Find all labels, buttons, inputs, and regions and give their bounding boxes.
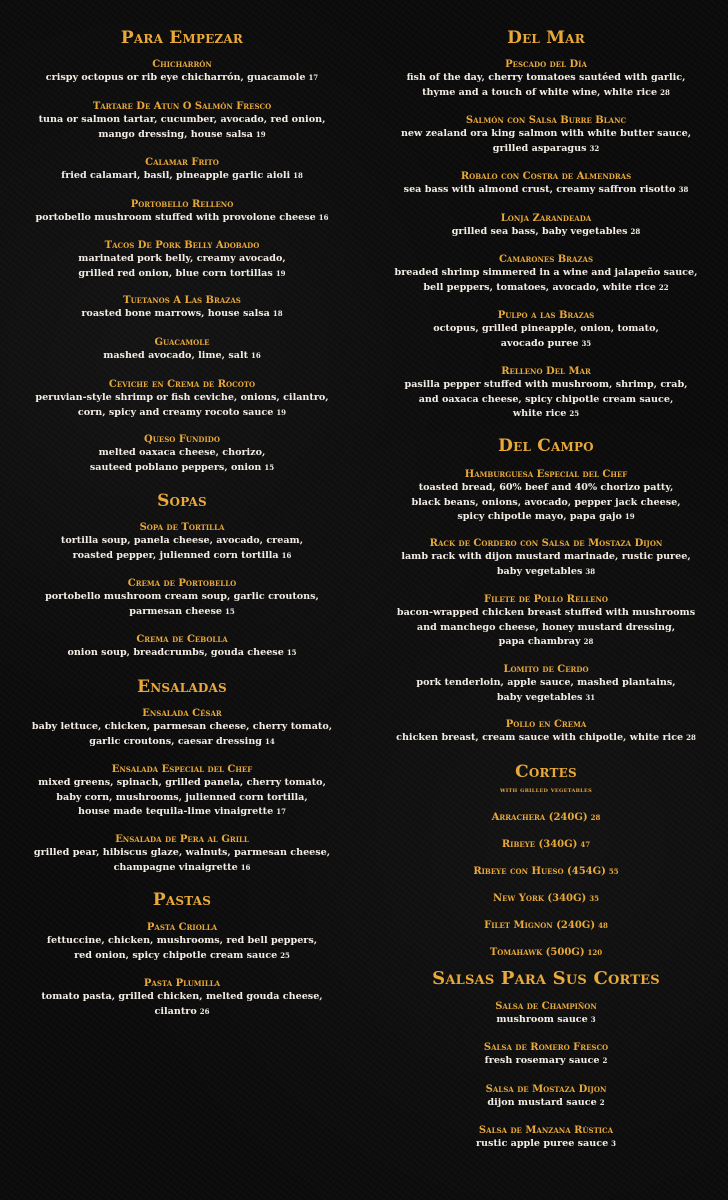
item-name: Queso Fundido — [144, 434, 220, 445]
item-description: portobello mushroom cream soup, garlic croutons, parmesan cheese 15 — [45, 591, 319, 617]
item-name: Salmón con Salsa Burre Blanc — [465, 115, 627, 126]
item-description: lamb rack with dijon mustard marinade, rustic puree, baby vegetables 38 — [401, 551, 691, 577]
item-description: breaded shrimp simmered in a wine and jalapeño sauce, bell peppers, tomatoes, avocado, white rice 22 — [394, 267, 698, 293]
item-name: Tartare De Atun O Salmón Fresco — [92, 101, 272, 112]
item-name: Filete de Pollo Relleno — [484, 594, 608, 605]
item-price: 17 — [276, 807, 286, 817]
item-price: 28 — [660, 87, 670, 97]
menu-item-lonja-zarandeada — [364, 212, 728, 240]
item-price: 16 — [318, 213, 329, 222]
item-price: 28 — [590, 813, 601, 822]
menu-item-salsa-manzana — [364, 1124, 728, 1152]
section-title-sopas: Sopas — [157, 491, 207, 511]
item-name: Tacos De Pork Belly Adobado — [104, 240, 260, 251]
item-description: fish of the day, cherry tomatoes sautéed with garlic, thyme and a touch of white wine, white rice 28 — [406, 72, 686, 98]
item-name: Camarones Brazas — [498, 254, 594, 265]
cut-item-tomahawk — [364, 940, 728, 959]
menu-item-pulpo — [364, 309, 728, 351]
item-name: Sopa de Tortilla — [139, 522, 225, 533]
item-description: chicken breast, cream sauce with chipotle, white rice 28 — [396, 732, 696, 743]
item-price: 16 — [251, 351, 261, 360]
item-price: 19 — [276, 407, 287, 417]
item-price: 28 — [686, 733, 696, 742]
item-name: Pasta Plumilla — [143, 978, 221, 989]
menu-item-tuetanos — [0, 294, 364, 322]
cut-item-ribeye-hueso — [364, 859, 728, 878]
menu-item-tartare — [0, 100, 364, 142]
item-price: 17 — [308, 73, 319, 82]
item-price: 120 — [587, 948, 603, 957]
cut-item-arrachera — [364, 805, 728, 824]
item-price: 35 — [589, 894, 600, 903]
item-description: baby lettuce, chicken, parmesan cheese, cherry tomato, garlic croutons, caesar dressing 14 — [31, 721, 333, 747]
menu-item-camarones-brazas — [364, 253, 728, 295]
menu-item-chicharron — [0, 58, 364, 86]
item-price: 2 — [599, 1098, 605, 1107]
item-name: Salsa de Mostaza Dijon — [485, 1084, 607, 1095]
item-name: Pescado del Día — [505, 59, 587, 70]
item-description: dijon mustard sauce 2 — [487, 1097, 605, 1108]
section-title-del-mar: Del Mar — [507, 28, 585, 48]
menu-item-ensalada-cesar — [0, 707, 364, 749]
section-title-para-empezar: Para Empezar — [120, 28, 244, 48]
item-price: 3 — [590, 1015, 596, 1024]
item-price: 25 — [280, 950, 290, 960]
section-title-salsas: Salsas Para Sus Cortes — [432, 968, 660, 989]
menu-item-guacamole — [0, 336, 364, 364]
item-description: melted oaxaca cheese, chorizo, sauteed poblano peppers, onion 15 — [89, 447, 275, 473]
section-title-ensaladas: Ensaladas — [137, 677, 227, 697]
item-price: 55 — [608, 867, 619, 876]
item-price: 19 — [255, 129, 266, 139]
item-price: 19 — [624, 512, 635, 522]
menu-item-ceviche — [0, 378, 364, 420]
item-name: Ensalada César — [142, 708, 222, 719]
menu-item-salsa-champinon — [364, 1000, 728, 1028]
menu-item-pasta-criolla — [0, 921, 364, 963]
menu-item-salsa-mostaza — [364, 1083, 728, 1111]
item-name: Filet Mignon (240G) — [484, 920, 596, 931]
item-price: 18 — [293, 171, 303, 180]
item-name: Ribeye (340G) — [501, 839, 578, 850]
item-description: grilled pear, hibiscus glaze, walnuts, parmesan cheese, champagne vinaigrette 16 — [33, 847, 331, 873]
menu-item-pollo-crema — [364, 718, 728, 746]
menu-item-sopa-tortilla — [0, 521, 364, 563]
menu-item-relleno-del-mar — [364, 365, 728, 422]
item-name: Crema de Cebolla — [136, 634, 228, 645]
item-price: 26 — [199, 1006, 210, 1016]
item-price: 19 — [275, 268, 286, 278]
cut-item-filet-mignon — [364, 913, 728, 932]
item-name: Ensalada de Pera al Grill — [115, 834, 249, 845]
item-price: 25 — [569, 409, 580, 419]
item-price: 28 — [583, 637, 594, 647]
item-name: Ribeye con Hueso (454G) — [473, 866, 606, 877]
item-description: mushroom sauce 3 — [496, 1014, 596, 1025]
item-price: 48 — [598, 921, 608, 930]
item-name: Portobello Relleno — [130, 199, 234, 210]
item-description: octopus, grilled pineapple, onion, tomato, avocado puree 35 — [433, 323, 659, 349]
item-name: Ceviche en Crema de Rocoto — [108, 379, 256, 390]
item-description: marinated pork belly, creamy avocado, grilled red onion, blue corn tortillas 19 — [78, 253, 286, 279]
menu-item-calamar-frito — [0, 156, 364, 184]
item-price: 16 — [281, 550, 292, 560]
item-name: Tuetanos A Las Brazas — [123, 295, 241, 306]
item-name: Guacamole — [154, 337, 210, 348]
item-description: grilled sea bass, baby vegetables 28 — [451, 226, 641, 237]
item-name: Pollo en Crema — [505, 719, 587, 730]
cut-item-ribeye — [364, 832, 728, 851]
section-subtitle-cortes: with grilled vegetables — [499, 786, 593, 794]
cut-item-new-york — [364, 886, 728, 905]
item-name: Lonja Zarandeada — [500, 213, 592, 224]
item-name: Relleno Del Mar — [501, 366, 591, 377]
item-name: Lomito de Cerdo — [503, 664, 589, 675]
item-name: Rack de Cordero con Salsa de Mostaza Dijon — [429, 538, 663, 549]
item-description: bacon-wrapped chicken breast stuffed with mushrooms and manchego cheese, honey mustard dressing, papa chambray 28 — [396, 607, 696, 648]
item-name: Salsa de Manzana Rústica — [478, 1125, 614, 1136]
menu-item-robalo — [364, 170, 728, 198]
item-description: tomato pasta, grilled chicken, melted gouda cheese, cilantro 26 — [41, 991, 323, 1017]
item-name: Salsa de Champiñon — [495, 1001, 597, 1012]
item-description: onion soup, breadcrumbs, gouda cheese 15 — [67, 647, 297, 658]
item-description: peruvian-style shrimp or fish ceviche, onions, cilantro, corn, spicy and creamy rocoto sauce 19 — [35, 392, 329, 418]
item-price: 3 — [611, 1139, 617, 1148]
item-name: Tomahawk (500G) — [489, 947, 585, 958]
menu-item-salmon — [364, 114, 728, 156]
item-description: sea bass with almond crust, creamy saffron risotto 38 — [403, 184, 689, 195]
item-description: rustic apple puree sauce 3 — [475, 1138, 617, 1149]
item-price: 14 — [265, 736, 275, 746]
item-price: 2 — [602, 1056, 608, 1065]
item-description: tortilla soup, panela cheese, avocado, cream, roasted pepper, julienned corn tortilla 16 — [60, 535, 304, 561]
item-price: 16 — [240, 862, 251, 872]
menu-item-pasta-plumilla — [0, 977, 364, 1019]
item-description: pork tenderloin, apple sauce, mashed plantains, baby vegetables 31 — [416, 677, 676, 703]
item-name: Chicharrón — [152, 59, 212, 70]
menu-item-crema-cebolla — [0, 633, 364, 661]
item-price: 31 — [585, 692, 596, 702]
menu-item-tacos-pork-belly — [0, 239, 364, 281]
item-price: 15 — [264, 462, 275, 472]
menu-item-pescado-del-dia — [364, 58, 728, 100]
menu-item-filete-pollo — [364, 593, 728, 650]
item-price: 15 — [224, 606, 235, 616]
item-description: toasted bread, 60% beef and 40% chorizo patty, black beans, onions, avocado, pepper jack cheese, spicy chipotle mayo, papa gajo 19 — [411, 482, 681, 523]
item-name: Hamburguesa Especial del Chef — [464, 469, 628, 480]
section-title-del-campo: Del Campo — [498, 436, 594, 456]
item-description: new zealand ora king salmon with white butter sauce, grilled asparagus 32 — [400, 128, 692, 154]
item-description: fresh rosemary sauce 2 — [484, 1055, 608, 1066]
item-price: 38 — [585, 566, 596, 576]
item-description: pasilla pepper stuffed with mushroom, shrimp, crab, and oaxaca cheese, spicy chipotle cream sauce, white rice 25 — [404, 379, 688, 420]
menu-item-portobello-relleno — [0, 198, 364, 226]
item-price: 32 — [589, 143, 600, 153]
item-price: 28 — [630, 227, 641, 236]
item-name: Arrachera (240G) — [491, 812, 588, 823]
item-name: Pasta Criolla — [146, 922, 218, 933]
item-description: fried calamari, basil, pineapple garlic aioli 18 — [61, 170, 303, 181]
item-name: New York (340G) — [492, 893, 587, 904]
section-title-cortes: Cortes — [515, 762, 577, 782]
item-price: 47 — [580, 840, 591, 849]
menu-item-salsa-romero — [364, 1041, 728, 1069]
item-description: portobello mushroom stuffed with provolone cheese 16 — [35, 212, 329, 223]
menu-item-lomito-cerdo — [364, 663, 728, 705]
menu-item-rack-cordero — [364, 537, 728, 579]
item-price: 38 — [678, 185, 689, 194]
menu-item-hamburguesa — [364, 468, 728, 525]
menu-item-queso-fundido — [0, 433, 364, 475]
item-description: tuna or salmon tartar, cucumber, avocado, red onion, mango dressing, house salsa 19 — [38, 114, 326, 140]
item-description: roasted bone marrows, house salsa 18 — [81, 308, 283, 319]
item-price: 35 — [581, 338, 592, 348]
item-name: Robalo con Costra de Almendras — [460, 171, 632, 182]
item-name: Calamar Frito — [145, 157, 219, 168]
item-name: Crema de Portobello — [127, 578, 237, 589]
item-price: 15 — [286, 648, 297, 657]
item-description: mixed greens, spinach, grilled panela, cherry tomato, baby corn, mushrooms, julienned corn tortilla, house made tequila-lime vinaigrette 17 — [38, 777, 326, 818]
item-description: fettuccine, chicken, mushrooms, red bell peppers, red onion, spicy chipotle cream sauce 25 — [46, 935, 318, 961]
item-name: Pulpo a las Brazas — [497, 310, 595, 321]
item-description: mashed avocado, lime, salt 16 — [103, 350, 261, 361]
menu-item-ensalada-especial — [0, 763, 364, 820]
menu-item-crema-portobello — [0, 577, 364, 619]
item-price: 18 — [272, 309, 283, 318]
item-price: 22 — [658, 282, 669, 292]
item-name: Salsa de Romero Fresco — [483, 1042, 609, 1053]
menu-item-ensalada-pera — [0, 833, 364, 875]
section-title-pastas: Pastas — [152, 890, 212, 910]
item-description: crispy octopus or rib eye chicharrón, guacamole 17 — [45, 72, 319, 83]
item-name: Ensalada Especial del Chef — [111, 764, 253, 775]
